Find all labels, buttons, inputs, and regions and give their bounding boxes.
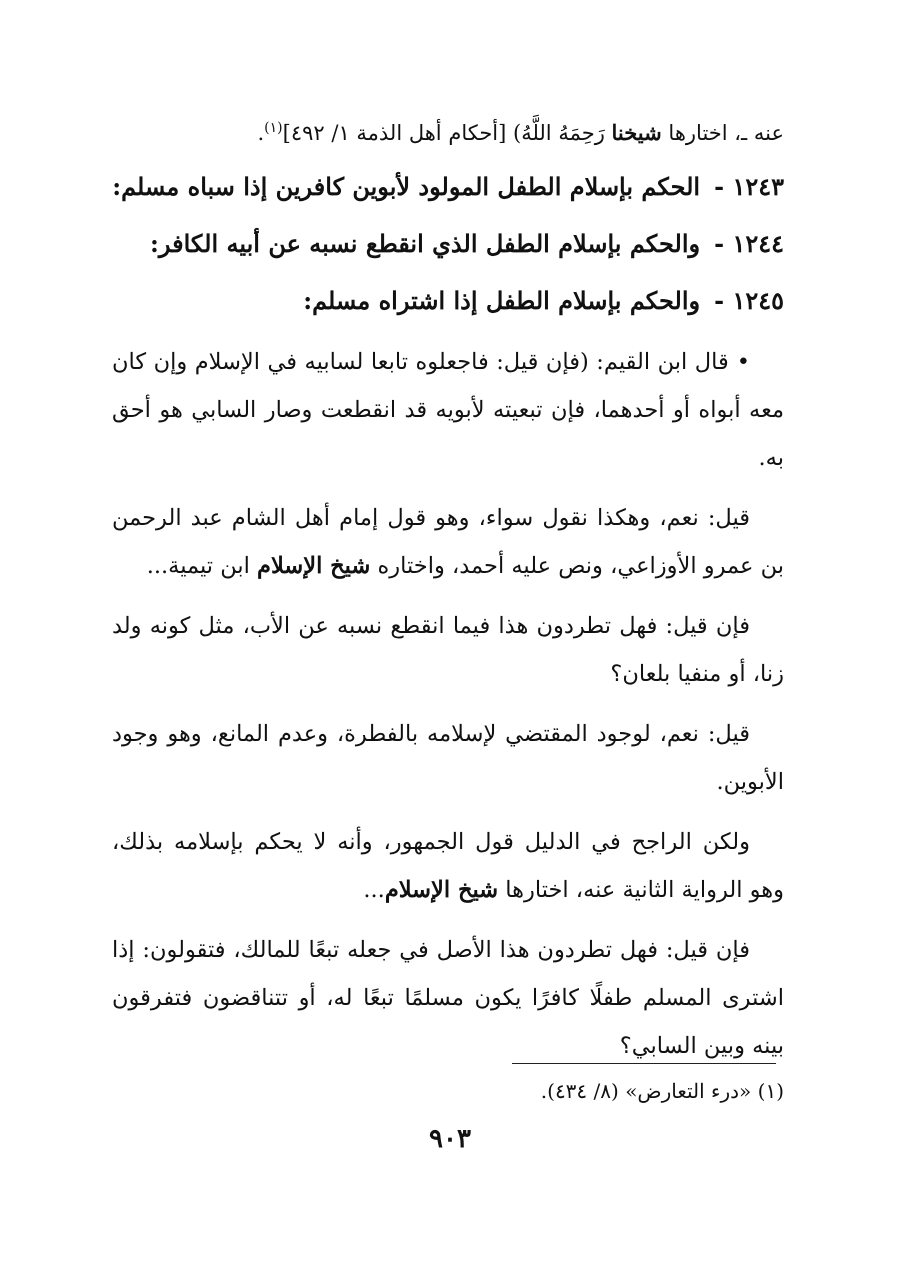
heading-1245 — [112, 281, 784, 321]
paragraph-ibn-qayyim — [112, 338, 784, 482]
heading-text: الحكم بإسلام الطفل المولود لأبوين كافرين إذا سباه مسلم: — [112, 172, 701, 201]
page-number: ٩٠٣ — [429, 1124, 471, 1154]
paragraph-bold: شيخ الإسلام — [384, 877, 499, 903]
page-body — [112, 108, 784, 1082]
heading-number: ١٢٤٤ - — [714, 229, 784, 258]
footnote-reference[interactable]: (١) — [264, 120, 283, 136]
paragraph-answer-fitra — [112, 710, 784, 806]
footnote-marker: (١) — [757, 1079, 784, 1103]
footnote-text: «درء التعارض» (٨/ ٤٣٤). — [540, 1079, 752, 1103]
paragraph-text: فإن قيل: فهل تطردون هذا الأصل في جعله تبعًا للمالك، فتقولون: إذا اشترى المسلم طفلًا كافرًا يكون مسلمًا تبعًا له، أو تتناقضون فتفرقون بينه وبين السابي؟ — [112, 937, 784, 1059]
heading-1244 — [112, 224, 784, 264]
paragraph-bold: شيخ الإسلام — [257, 553, 371, 579]
paragraph-text-b: ابن تيمية... — [146, 553, 258, 579]
continuation-line — [112, 108, 784, 153]
paragraph-question-owner — [112, 926, 784, 1070]
paragraph-text: قال ابن القيم: (فإن قيل: فاجعلوه تابعا لسابيه في الإسلام وإن كان معه أبواه أو أحدهما، فإن تبعيته لأبويه قد انقطعت وصار السابي هو أحق به. — [112, 349, 784, 471]
paragraph-awzai — [112, 494, 784, 590]
heading-number: ١٢٤٣ - — [714, 172, 784, 201]
heading-text: والحكم بإسلام الطفل الذي انقطع نسبه عن أبيه الكافر: — [150, 229, 701, 258]
paragraph-text-a: ولكن الراجح في الدليل قول الجمهور، وأنه لا يحكم بإسلامه بذلك، وهو الرواية الثانية عنه، اختارها — [112, 829, 784, 903]
paragraph-text: فإن قيل: فهل تطردون هذا فيما انقطع نسبه عن الأب، مثل كونه ولد زنا، أو منفيا بلعان؟ — [112, 613, 784, 687]
heading-1243 — [112, 167, 784, 207]
paragraph-text-b: ... — [363, 877, 385, 903]
paragraph-text: قيل: نعم، لوجود المقتضي لإسلامه بالفطرة، وعدم المانع، وهو وجود الأبوين. — [112, 721, 784, 795]
heading-number: ١٢٤٥ - — [714, 286, 784, 315]
continuation-end: . — [257, 121, 265, 145]
paragraph-majority-view — [112, 818, 784, 914]
continuation-text-a: عنه ـ، اختارها — [661, 121, 784, 145]
heading-text: والحكم بإسلام الطفل إذا اشتراه مسلم: — [303, 286, 701, 315]
bullet-icon: • — [736, 349, 750, 375]
continuation-bold: شيخنا — [611, 120, 662, 145]
footnote-divider — [512, 1063, 776, 1064]
paragraph-question-lineage — [112, 602, 784, 698]
paragraph-text-a: قيل: نعم، وهكذا نقول سواء، وهو قول إمام أهل الشام عبد الرحمن بن عمرو الأوزاعي، ونص عليه أحمد، واختاره — [112, 505, 784, 579]
continuation-text-b: رَحِمَهُ اللَّهُ) [أحكام أهل الذمة ١/ ٤٩٢] — [282, 121, 612, 145]
footnote — [112, 1076, 784, 1106]
